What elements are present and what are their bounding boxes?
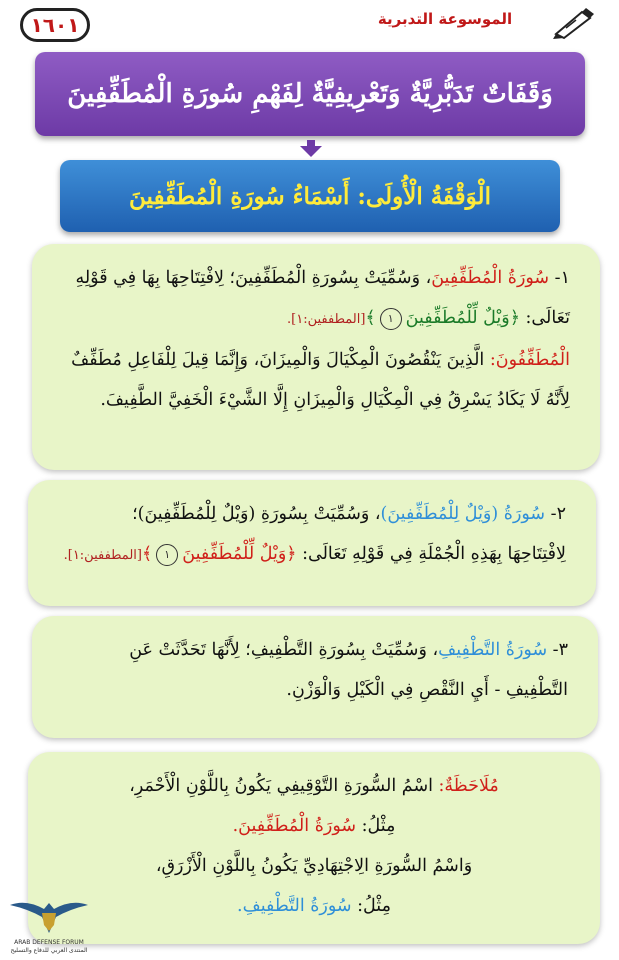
example-label: مِثْلُ:: [351, 896, 391, 916]
card1-line3: [62, 340, 570, 380]
card2-line1: [58, 494, 566, 534]
example-ijtihadi: سُورَةُ التَّطْفِيفِ.: [237, 896, 352, 916]
card1-text: ، وَسُمِّيَتْ بِسُورَةِ الْمُطَفِّفِينَ؛ لِافْتِتَاحِهَا بِهَا فِي قَوْلِهِ: [75, 268, 432, 288]
name-card-2: [28, 480, 596, 606]
down-arrow-icon: [298, 140, 324, 158]
card1-text: الَّذِينَ يَنْقُصُونَ الْمِكْيَالَ وَالْمِيزَانَ، وَإِنَّمَا قِيلَ لِلْفَاعِلِ مُطَفِّفٌ: [71, 350, 485, 370]
watermark-text-ar: المنتدى العربي للدفاع والتسليح: [10, 947, 88, 954]
term-definition-label: الْمُطَفِّفُونَ:: [484, 350, 570, 370]
card1-text: لِأَنَّهُ لَا يَكَادُ يَسْرِقُ فِي الْمِكْيَالِ وَالْمِيزَانِ إِلَّا الشَّيْءَ الْخَفِيَّ الطَّفِيفَ.: [100, 390, 570, 410]
note-line2: [58, 806, 570, 846]
forum-logo: [6, 895, 92, 957]
encyclopedia-title: الموسوعة التدبرية: [377, 10, 513, 28]
example-tawqifi: سُورَةُ الْمُطَفِّفِينَ.: [232, 816, 357, 836]
card3-line2: [62, 670, 568, 710]
name-card-1: [32, 244, 600, 470]
card1-line4: [62, 380, 570, 420]
note-line1: [58, 766, 570, 806]
verse-reference: [المطففين:١].: [63, 548, 142, 563]
card1-text: تَعَالَى:: [519, 308, 570, 328]
item-number: ٢-: [545, 504, 566, 524]
card2-text: لِافْتِتَاحِهَا بِهَذِهِ الْجُمْلَةِ فِي قَوْلِهِ تَعَالَى:: [296, 544, 566, 564]
note-card: [28, 752, 600, 944]
surah-name-tawqifi: سُورَةُ الْمُطَفِّفِينَ: [431, 268, 550, 288]
note-text: اسْمُ السُّورَةِ التَّوْقِيفِي يَكُونُ بِاللَّوْنِ الْأَحْمَرِ،: [129, 776, 433, 796]
watermark-text-en: ARAB DEFENSE FORUM: [14, 939, 84, 946]
section-heading: [60, 160, 560, 232]
card2-text: ، وَسُمِّيَتْ بِسُورَةِ (وَيْلٌ لِلْمُطَفِّفِينَ)؛: [132, 504, 381, 524]
note-line4: [58, 886, 570, 926]
card1-line1: [62, 258, 570, 298]
title-banner: [35, 52, 585, 136]
verse-bracket: ﴾: [141, 544, 153, 564]
ayah-number-icon: ١: [156, 544, 178, 566]
card3-text: ، وَسُمِّيَتْ بِسُورَةِ التَّطْفِيفِ؛ لِأَنَّهَا تَحَدَّثَتْ عَنِ: [129, 640, 439, 660]
item-number: ٣-: [547, 640, 568, 660]
card3-text: التَّطْفِيفِ - أَيِ النَّقْصِ فِي الْكَيْلِ وَالْوَزْنِ.: [286, 680, 568, 700]
surah-name-ijtihadi: سُورَةُ (وَيْلٌ لِلْمُطَفِّفِينَ): [380, 504, 546, 524]
title-text: وَقَفَاتٌ تَدَبُّرِيَّةٌ وَتَعْرِيفِيَّةٌ لِفَهْمِ سُورَةِ الْمُطَفِّفِينَ: [67, 79, 553, 109]
card2-line2: [58, 534, 566, 576]
surah-name-ijtihadi: سُورَةُ التَّطْفِيفِ: [438, 640, 548, 660]
card3-line1: [62, 630, 568, 670]
example-label: مِثْلُ:: [356, 816, 396, 836]
eagle-icon: [6, 895, 92, 935]
item-number: ١-: [549, 268, 570, 288]
pen-icon: [548, 4, 598, 40]
note-text: وَاسْمُ السُّورَةِ الِاجْتِهَادِيِّ يَكُونُ بِاللَّوْنِ الْأَزْرَقِ،: [155, 856, 473, 876]
quran-verse: ﴿وَيْلٌ لِّلْمُطَفِّفِينَ: [182, 544, 297, 564]
verse-bracket: ﴾: [365, 308, 376, 328]
quran-verse: ﴿وَيْلٌ لِّلْمُطَفِّفِينَ: [405, 308, 520, 328]
page-number: ١٦٠١: [20, 8, 90, 42]
verse-reference: [المطففين:١].: [287, 312, 366, 327]
card1-line2: [62, 298, 570, 340]
note-line3: [58, 846, 570, 886]
name-card-3: [32, 616, 598, 738]
ayah-number-icon: ١: [380, 308, 402, 330]
section-heading-text: الْوَقْفَةُ الْأُولَى: أَسْمَاءُ سُورَةِ الْمُطَفِّفِينَ: [129, 182, 491, 210]
note-label: مُلَاحَظَةٌ:: [432, 776, 499, 796]
